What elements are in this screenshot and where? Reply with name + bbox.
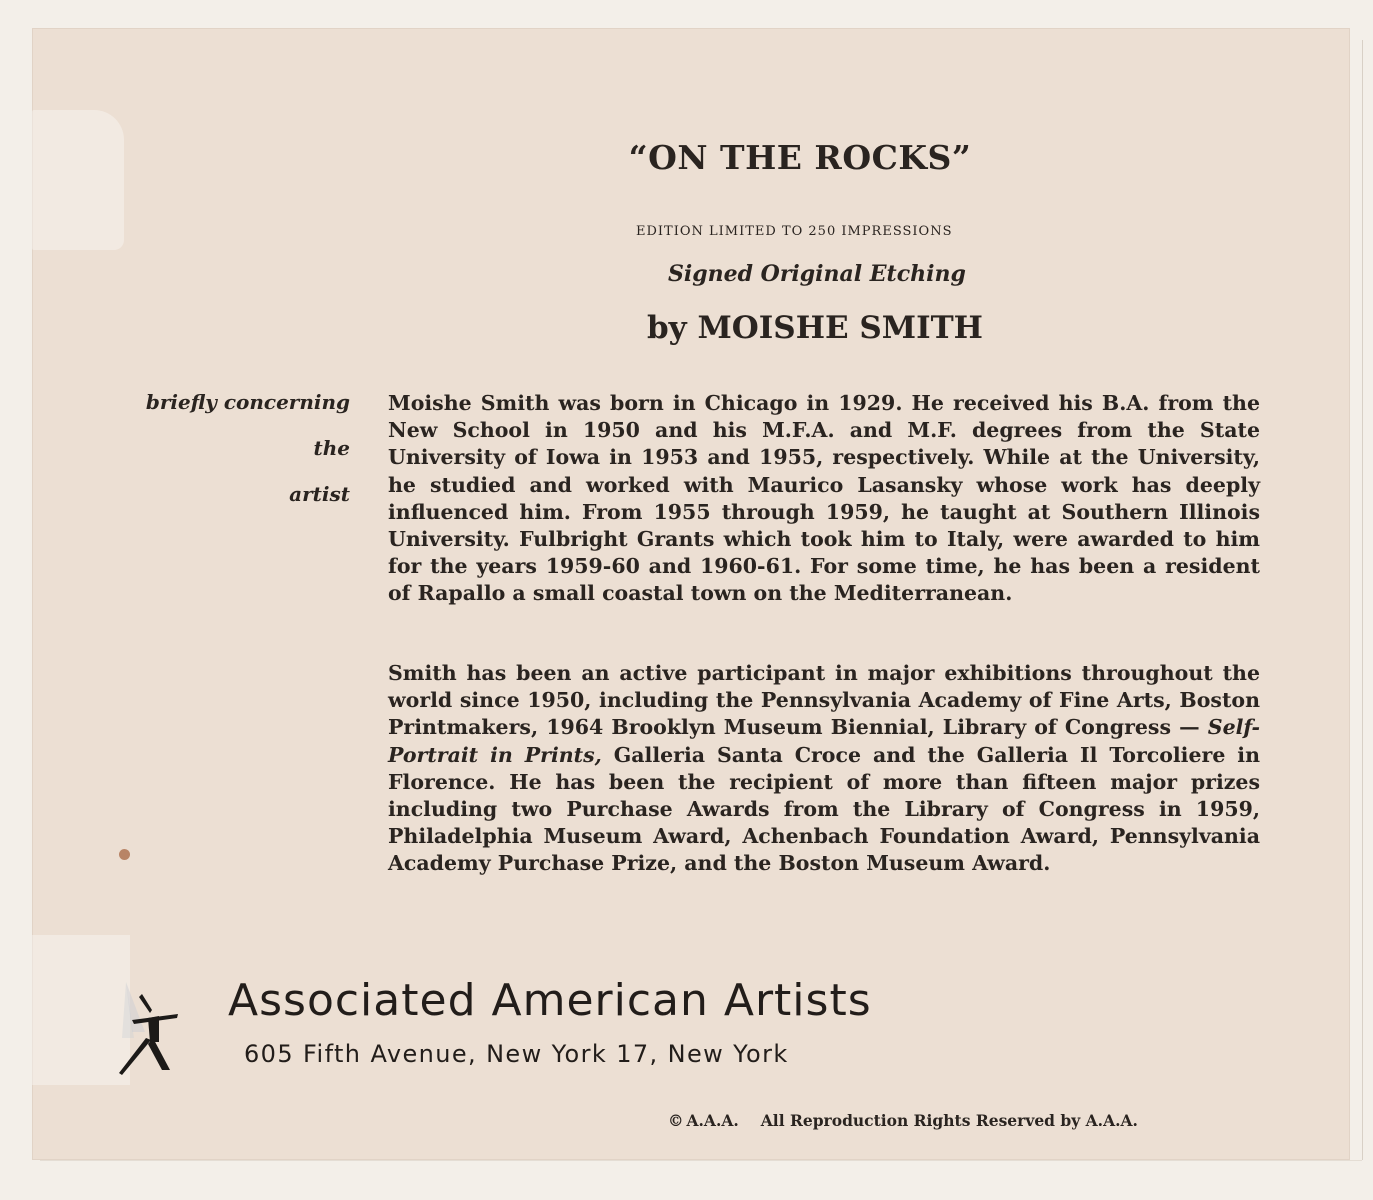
publisher-name: Associated American Artists [228, 975, 872, 1026]
stain-spot [119, 849, 130, 860]
side-label-line-1: briefly concerning [145, 390, 350, 414]
bio-paragraph-2-text-a: Smith has been an active participant in major exhibitions throughout the world since 1950, including the Pennsylvania Academy of Fine Arts, Boston Printmakers, 1964 Brooklyn Museum Biennial, Library of Congress — [388, 661, 1260, 740]
edition-note: EDITION LIMITED TO 250 IMPRESSIONS [636, 224, 953, 239]
bio-paragraph-1: Moishe Smith was born in Chicago in 1929. He received his B.A. from the New School in 1950 and his M.F.A. and M.F. degrees from the State University of Iowa in 1953 and 1955, respectively. While at the University, he studied and worked with Maurico Lasansky whose work has deeply influenced him. From 1955 through 1959, he taught at Southern Illinois University. Fulbright Grants which took him to Italy, were awarded to him for the years 1959-60 and 1960-61. For some time, he has been a resident of Rapallo a small coastal town on the Mediterranean. [388, 391, 1260, 606]
copyright-line [668, 1111, 1138, 1130]
medium-note: Signed Original Etching [668, 261, 966, 287]
tape-mark-top [32, 110, 124, 250]
artist-byline: by MOISHE SMITH [647, 310, 983, 346]
publisher-address: 605 Fifth Avenue, New York 17, New York [244, 1040, 789, 1068]
bio-exhibition-title: Self-Portrait in Prints, [388, 715, 1260, 767]
bio-paragraph-2-text-b: Galleria Santa Croce and the Galleria Il Torcoliere in Florence. He has been the recipient of more than fifteen major prizes including two Purchase Awards from the Library of Congress in 1959, Philadelphia Museum Award, Achenbach Foundation Award, Pennsylvania Academy Purchase Prize, and the Boston Museum Award. [388, 742, 1261, 876]
running-figure-logo-icon [112, 978, 178, 1076]
copyright-holder: A.A.A. [686, 1111, 739, 1130]
print-title: “ON THE ROCKS” [628, 138, 972, 177]
copyright-symbol: © [668, 1111, 684, 1130]
mat-edge-bottom [40, 1160, 1362, 1161]
mat-edge-right [1362, 40, 1363, 1160]
side-label-line-2: the [313, 436, 350, 460]
bio-paragraph-2 [388, 660, 1260, 878]
side-label-line-3: artist [289, 482, 350, 506]
rights-statement: All Reproduction Rights Reserved by A.A.A. [760, 1111, 1138, 1130]
